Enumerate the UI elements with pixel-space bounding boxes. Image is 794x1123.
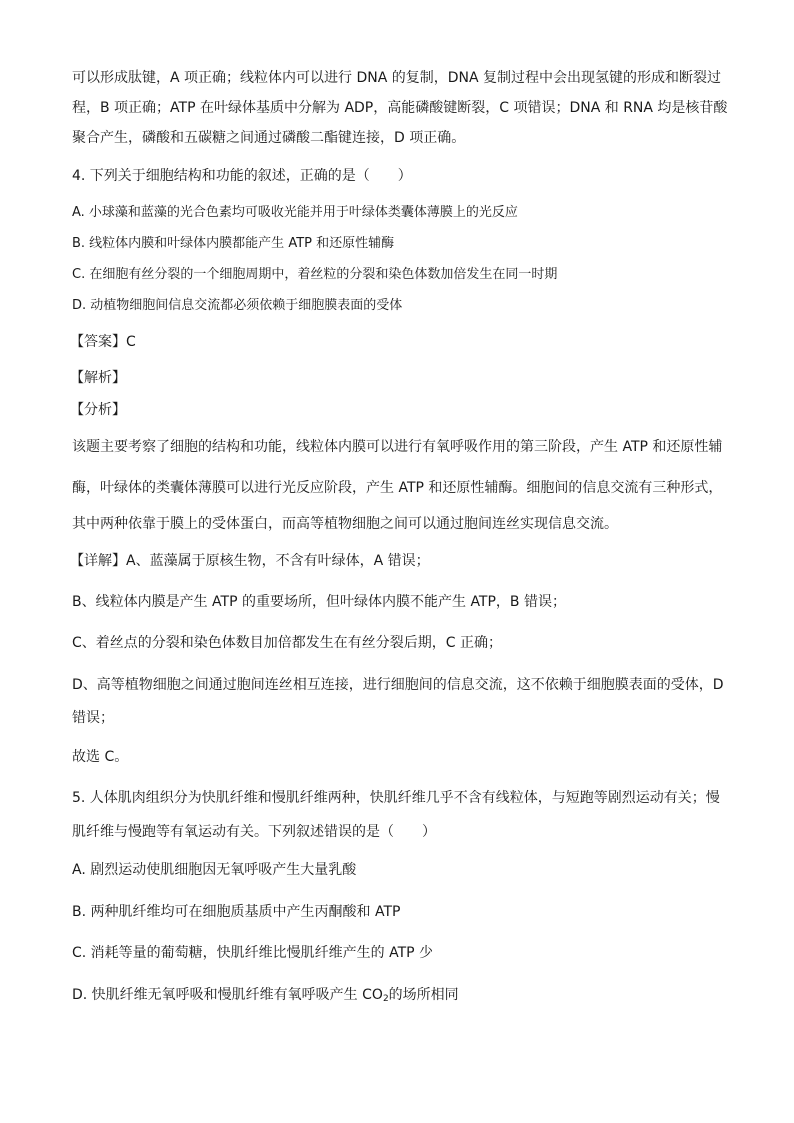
question-4-option-c: C. 在细胞有丝分裂的一个细胞周期中，着丝粒的分裂和染色体数加倍发生在同一时期 (72, 267, 558, 282)
analysis-tag: 【解析】 (70, 370, 126, 386)
detail-line-d-1: D、高等植物细胞之间通过胞间连丝相互连接，进行细胞间的信息交流，这不依赖于细胞膜表面的受体，D (72, 677, 724, 693)
question-5-stem-1: 5. 人体肌肉组织分为快肌纤维和慢肌纤维两种，快肌纤维几乎不含有线粒体，与短跑等剧烈运动有关；慢 (72, 790, 720, 806)
detail-tag: 【详解】 (70, 553, 126, 569)
question-5-option-a: A. 剧烈运动使肌细胞因无氧呼吸产生大量乳酸 (72, 862, 357, 878)
fenxi-line-2: 酶，叶绿体的类囊体薄膜可以进行光反应阶段，产生 ATP 和还原性辅酶。细胞间的信息交流有三种形式， (72, 480, 723, 496)
option-d-pre: D. 快肌纤维无氧呼吸和慢肌纤维有氧呼吸产生 CO (72, 987, 383, 1003)
answer-value: C (126, 334, 136, 350)
detail-line-a (70, 551, 430, 571)
question-5-option-b: B. 两种肌纤维均可在细胞质基质中产生丙酮酸和 ATP (72, 904, 401, 920)
prev-answer-line-3: 聚合产生，磷酸和五碳糖之间通过磷酸二酯键连接，D 项正确。 (72, 130, 466, 146)
option-d-post: 的场所相同 (388, 987, 459, 1003)
option-d-subscript: 2 (382, 994, 389, 1004)
fenxi-tag: 【分析】 (70, 402, 126, 418)
question-5-option-d (72, 985, 459, 1009)
detail-a-text: A、蓝藻属于原核生物，不含有叶绿体，A 错误； (126, 553, 430, 569)
answer-tag: 【答案】 (70, 334, 126, 350)
question-5-option-c: C. 消耗等量的葡萄糖，快肌纤维比慢肌纤维产生的 ATP 少 (72, 945, 434, 961)
question-4-option-d: D. 动植物细胞间信息交流都必须依赖于细胞膜表面的受体 (72, 298, 403, 313)
fenxi-line-1: 该题主要考察了细胞的结构和功能，线粒体内膜可以进行有氧呼吸作用的第三阶段，产生 ATP 和还原性辅 (72, 439, 723, 455)
fenxi-line-3: 其中两种依靠于膜上的受体蛋白，而高等植物细胞之间可以通过胞间连丝实现信息交流。 (72, 516, 618, 532)
question-4-option-b: B. 线粒体内膜和叶绿体内膜都能产生 ATP 和还原性辅酶 (72, 236, 395, 251)
detail-line-b: B、线粒体内膜是产生 ATP 的重要场所，但叶绿体内膜不能产生 ATP，B 错误； (72, 594, 566, 610)
question-5-stem-2: 肌纤维与慢跑等有氧运动有关。下列叙述错误的是（ ） (72, 824, 436, 840)
prev-answer-line-2: 程，B 项正确；ATP 在叶绿体基质中分解为 ADP，高能磷酸键断裂，C 项错误；DNA 和 RNA 均是核苷酸 (72, 100, 728, 116)
prev-answer-line-1: 可以形成肽键，A 项正确；线粒体内可以进行 DNA 的复制，DNA 复制过程中会出现氢键的形成和断裂过 (72, 70, 722, 86)
detail-line-d-2: 错误； (72, 710, 114, 726)
question-4-stem: 4. 下列关于细胞结构和功能的叙述，正确的是（ ） (72, 168, 412, 184)
conclusion-line: 故选 C。 (72, 749, 129, 765)
answer-line (70, 332, 136, 352)
detail-line-c: C、着丝点的分裂和染色体数目加倍都发生在有丝分裂后期，C 正确； (72, 635, 502, 651)
question-4-option-a: A. 小球藻和蓝藻的光合色素均可吸收光能并用于叶绿体类囊体薄膜上的光反应 (72, 205, 518, 220)
